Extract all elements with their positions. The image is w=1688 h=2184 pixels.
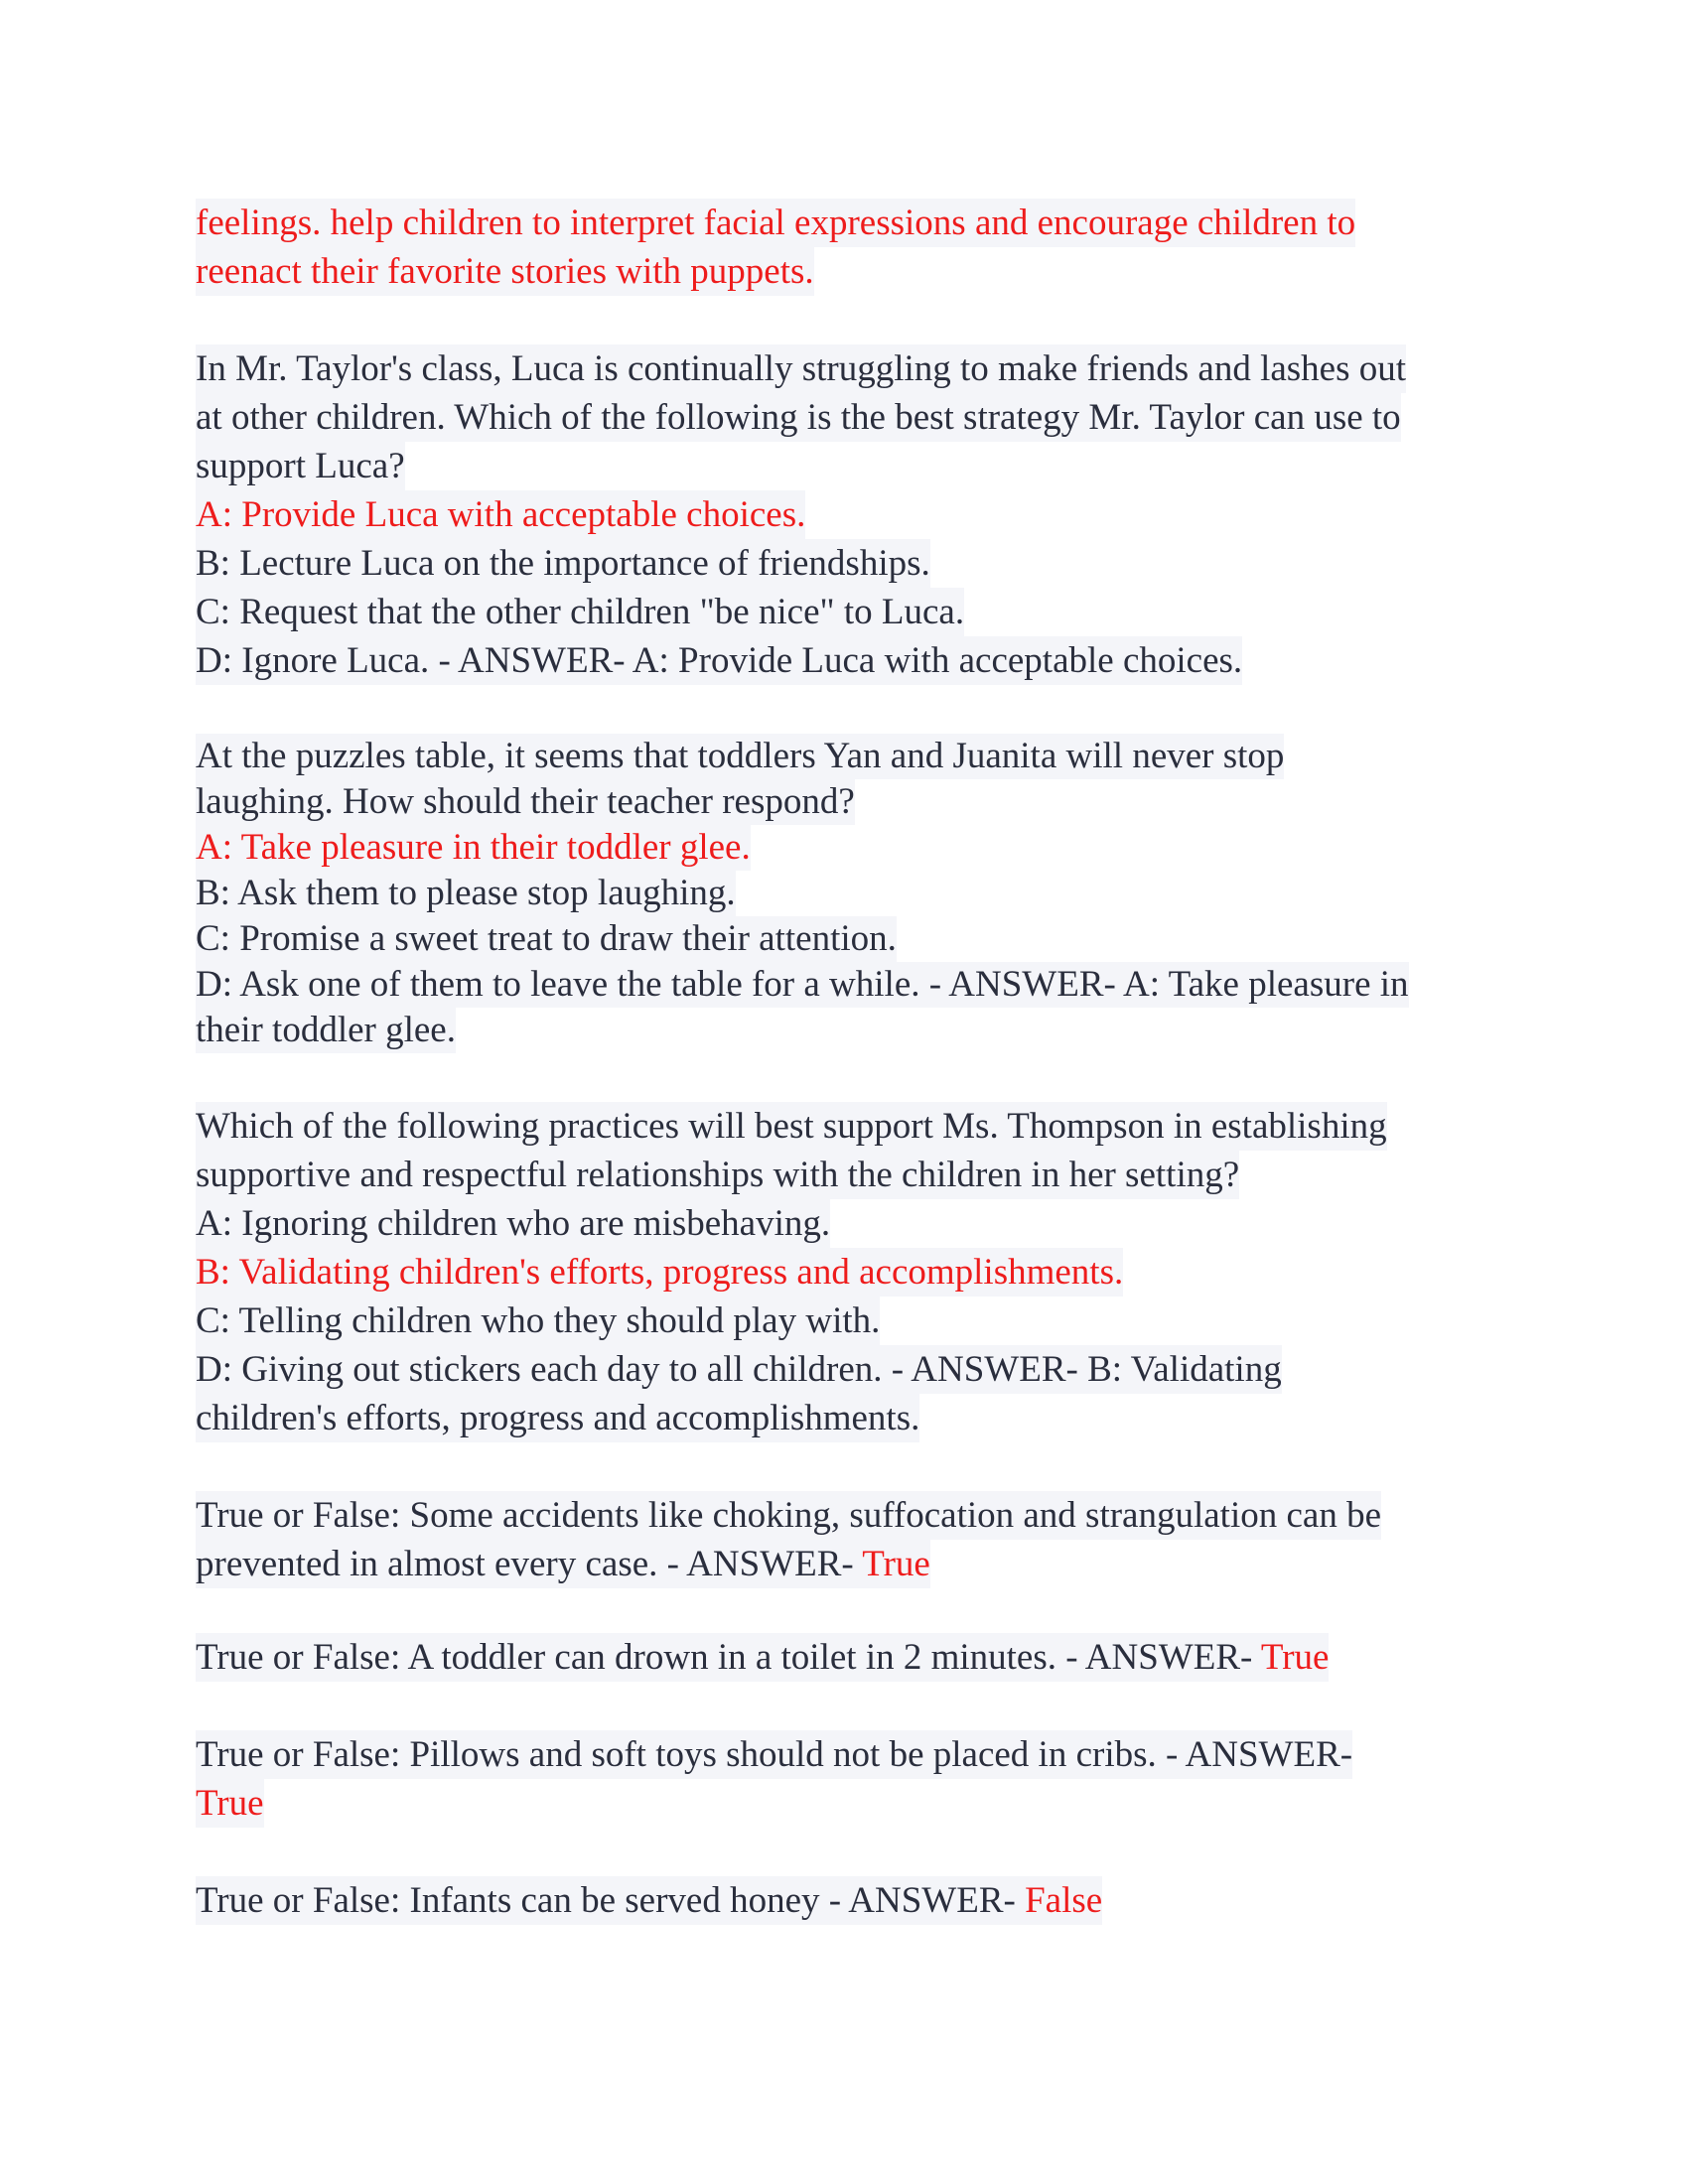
paragraph-gap: [196, 1053, 1496, 1102]
answer-value: True: [862, 1544, 930, 1584]
option-answer-line: D: Ignore Luca. - ANSWER- A: Provide Luca with acceptable choices.: [196, 636, 1242, 685]
true-false-block-3: [196, 1730, 1496, 1828]
question-block-1: [196, 344, 1496, 685]
question-line: support Luca?: [196, 442, 405, 490]
option-line: C: Request that the other children "be nice" to Luca.: [196, 588, 964, 636]
answer-value: True: [196, 1779, 264, 1828]
statement-line: True or False: Pillows and soft toys should not be placed in cribs. - ANSWER-: [196, 1730, 1352, 1779]
paragraph-gap: [196, 685, 1496, 734]
intro-line: reenact their favorite stories with puppets.: [196, 247, 814, 296]
option-line: C: Telling children who they should play with.: [196, 1297, 880, 1345]
intro-paragraph: [196, 199, 1496, 296]
paragraph-gap: [196, 296, 1496, 344]
intro-line: feelings. help children to interpret facial expressions and encourage children to: [196, 199, 1355, 247]
statement-line: True or False: Some accidents like choking, suffocation and strangulation can be: [196, 1491, 1381, 1540]
option-answer-line: their toddler glee.: [196, 1008, 456, 1053]
answer-value: False: [1025, 1880, 1103, 1921]
paragraph-gap: [196, 1828, 1496, 1876]
question-line: In Mr. Taylor's class, Luca is continually struggling to make friends and lashes out: [196, 344, 1406, 393]
paragraph-gap: [196, 1588, 1496, 1633]
question-block-2: [196, 734, 1496, 1053]
statement-answer-line: [196, 1876, 1102, 1925]
question-line: laughing. How should their teacher respond?: [196, 779, 855, 825]
option-line: A: Ignoring children who are misbehaving.: [196, 1199, 830, 1248]
statement-answer-line: [196, 1633, 1329, 1682]
option-line: B: Lecture Luca on the importance of friendships.: [196, 539, 930, 588]
question-line: supportive and respectful relationships with the children in her setting?: [196, 1151, 1239, 1199]
option-line: B: Ask them to please stop laughing.: [196, 871, 736, 916]
question-line: at other children. Which of the following is the best strategy Mr. Taylor can use to: [196, 393, 1401, 442]
correct-option: B: Validating children's efforts, progress and accomplishments.: [196, 1248, 1123, 1297]
answer-value: True: [1260, 1637, 1330, 1678]
option-answer-line: children's efforts, progress and accomplishments.: [196, 1394, 919, 1442]
statement-text: True or False: A toddler can drown in a toilet in 2 minutes. - ANSWER-: [196, 1637, 1261, 1678]
option-answer-line: D: Giving out stickers each day to all children. - ANSWER- B: Validating: [196, 1345, 1282, 1394]
question-block-3: [196, 1102, 1496, 1442]
true-false-block-4: [196, 1876, 1496, 1925]
statement-text: prevented in almost every case. - ANSWER-: [196, 1544, 863, 1584]
correct-option: A: Provide Luca with acceptable choices.: [196, 490, 805, 539]
true-false-block-2: [196, 1633, 1496, 1682]
option-answer-line: D: Ask one of them to leave the table for a while. - ANSWER- A: Take pleasure in: [196, 962, 1409, 1008]
correct-option: A: Take pleasure in their toddler glee.: [196, 825, 751, 871]
true-false-block-1: [196, 1491, 1496, 1588]
document-body: [196, 199, 1496, 1925]
question-line: At the puzzles table, it seems that toddlers Yan and Juanita will never stop: [196, 734, 1284, 779]
paragraph-gap: [196, 1442, 1496, 1491]
option-line: C: Promise a sweet treat to draw their attention.: [196, 916, 897, 962]
question-line: Which of the following practices will best support Ms. Thompson in establishing: [196, 1102, 1387, 1151]
paragraph-gap: [196, 1682, 1496, 1730]
statement-answer-line: [196, 1540, 930, 1588]
statement-text: True or False: Infants can be served honey - ANSWER-: [196, 1880, 1026, 1921]
